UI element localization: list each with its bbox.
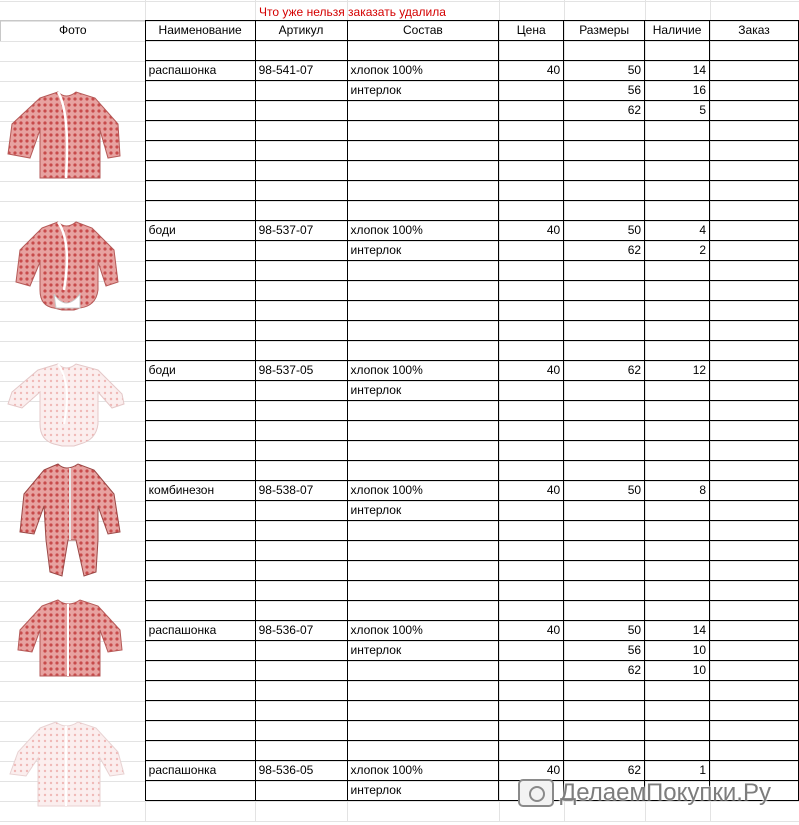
price-cell xyxy=(499,101,564,121)
column-header: Размеры xyxy=(564,21,645,41)
article-cell: 98-537-05 xyxy=(255,361,347,381)
stock-cell xyxy=(645,381,710,401)
article-cell xyxy=(255,181,347,201)
article-cell xyxy=(255,281,347,301)
column-header: Состав xyxy=(347,21,499,41)
composition-cell: хлопок 100% xyxy=(347,221,499,241)
name-cell: распашонка xyxy=(145,61,255,81)
article-cell xyxy=(255,461,347,481)
garment-photos xyxy=(0,0,145,822)
name-cell xyxy=(145,161,255,181)
price-cell xyxy=(499,541,564,561)
name-cell xyxy=(145,401,255,421)
name-cell xyxy=(145,441,255,461)
article-cell xyxy=(255,441,347,461)
name-cell xyxy=(145,141,255,161)
order-cell[interactable] xyxy=(710,361,799,381)
column-header: Наименование xyxy=(145,21,255,41)
composition-cell xyxy=(347,201,499,221)
order-cell[interactable] xyxy=(710,181,799,201)
size-cell xyxy=(564,201,645,221)
composition-cell xyxy=(347,561,499,581)
notice-banner: Что уже нельзя заказать удалила xyxy=(259,5,446,19)
size-cell: 50 xyxy=(564,481,645,501)
composition-cell xyxy=(347,581,499,601)
name-cell xyxy=(145,661,255,681)
stock-cell xyxy=(645,701,710,721)
stock-cell xyxy=(645,461,710,481)
composition-cell xyxy=(347,521,499,541)
stock-cell xyxy=(645,161,710,181)
order-cell[interactable] xyxy=(710,601,799,621)
stock-cell xyxy=(645,261,710,281)
composition-cell: хлопок 100% xyxy=(347,621,499,641)
article-cell xyxy=(255,561,347,581)
name-cell: боди xyxy=(145,221,255,241)
price-cell xyxy=(499,41,564,61)
composition-cell xyxy=(347,661,499,681)
price-cell xyxy=(499,521,564,541)
order-cell[interactable] xyxy=(710,41,799,61)
order-cell[interactable] xyxy=(710,261,799,281)
composition-cell xyxy=(347,261,499,281)
article-cell xyxy=(255,201,347,221)
article-cell xyxy=(255,581,347,601)
price-cell: 40 xyxy=(499,361,564,381)
article-cell xyxy=(255,601,347,621)
name-cell xyxy=(145,281,255,301)
composition-cell xyxy=(347,681,499,701)
composition-cell xyxy=(347,401,499,421)
size-cell xyxy=(564,501,645,521)
price-cell xyxy=(499,401,564,421)
size-cell xyxy=(564,421,645,441)
name-cell xyxy=(145,81,255,101)
article-cell xyxy=(255,81,347,101)
article-cell xyxy=(255,341,347,361)
article-cell xyxy=(255,381,347,401)
size-cell xyxy=(564,261,645,281)
size-cell xyxy=(564,321,645,341)
name-cell xyxy=(145,601,255,621)
order-cell[interactable] xyxy=(710,421,799,441)
size-cell xyxy=(564,461,645,481)
composition-cell: хлопок 100% xyxy=(347,61,499,81)
photo-column xyxy=(0,0,145,822)
composition-cell xyxy=(347,181,499,201)
composition-cell: интерлок xyxy=(347,501,499,521)
stock-cell xyxy=(645,501,710,521)
name-cell xyxy=(145,741,255,761)
order-cell[interactable] xyxy=(710,241,799,261)
column-header: Заказ xyxy=(710,21,799,41)
article-cell xyxy=(255,741,347,761)
name-cell xyxy=(145,121,255,141)
price-cell xyxy=(499,721,564,741)
composition-cell xyxy=(347,741,499,761)
size-cell: 62 xyxy=(564,661,645,681)
composition-cell xyxy=(347,441,499,461)
order-cell[interactable] xyxy=(710,641,799,661)
name-cell xyxy=(145,101,255,121)
size-cell xyxy=(564,341,645,361)
composition-cell: хлопок 100% xyxy=(347,761,499,781)
price-cell: 40 xyxy=(499,621,564,641)
composition-cell xyxy=(347,121,499,141)
name-cell xyxy=(145,381,255,401)
column-header: Артикул xyxy=(255,21,347,41)
composition-cell xyxy=(347,301,499,321)
stock-cell xyxy=(645,741,710,761)
order-cell[interactable] xyxy=(710,721,799,741)
article-cell xyxy=(255,161,347,181)
name-cell xyxy=(145,461,255,481)
garment-overall-red xyxy=(20,464,120,576)
size-cell xyxy=(564,521,645,541)
order-cell[interactable] xyxy=(710,541,799,561)
site-watermark xyxy=(518,777,771,809)
size-cell xyxy=(564,281,645,301)
article-cell xyxy=(255,141,347,161)
garment-vest-red-1 xyxy=(8,92,120,178)
name-cell xyxy=(145,681,255,701)
composition-cell xyxy=(347,41,499,61)
price-cell xyxy=(499,201,564,221)
name-cell xyxy=(145,301,255,321)
price-cell xyxy=(499,341,564,361)
composition-cell xyxy=(347,701,499,721)
name-cell xyxy=(145,721,255,741)
article-cell: 98-537-07 xyxy=(255,221,347,241)
order-cell[interactable] xyxy=(710,501,799,521)
order-cell[interactable] xyxy=(710,621,799,641)
name-cell xyxy=(145,321,255,341)
order-cell[interactable] xyxy=(710,661,799,681)
price-cell xyxy=(499,381,564,401)
stock-cell xyxy=(645,141,710,161)
article-cell xyxy=(255,661,347,681)
name-cell: распашонка xyxy=(145,761,255,781)
name-cell: распашонка xyxy=(145,621,255,641)
price-cell: 40 xyxy=(499,761,564,781)
order-cell[interactable] xyxy=(710,741,799,761)
name-cell xyxy=(145,641,255,661)
stock-cell: 10 xyxy=(645,661,710,681)
stock-cell xyxy=(645,41,710,61)
size-cell xyxy=(564,681,645,701)
stock-cell: 16 xyxy=(645,81,710,101)
price-cell xyxy=(499,661,564,681)
name-cell xyxy=(145,701,255,721)
stock-cell xyxy=(645,601,710,621)
name-cell xyxy=(145,41,255,61)
composition-cell xyxy=(347,541,499,561)
stock-cell xyxy=(645,441,710,461)
composition-cell xyxy=(347,461,499,481)
article-cell xyxy=(255,121,347,141)
size-cell xyxy=(564,181,645,201)
composition-cell xyxy=(347,341,499,361)
price-cell xyxy=(499,121,564,141)
stock-cell xyxy=(645,681,710,701)
size-cell: 50 xyxy=(564,621,645,641)
article-cell: 98-538-07 xyxy=(255,481,347,501)
article-cell xyxy=(255,101,347,121)
size-cell xyxy=(564,161,645,181)
composition-cell xyxy=(347,141,499,161)
composition-cell xyxy=(347,721,499,741)
price-cell xyxy=(499,261,564,281)
stock-cell: 4 xyxy=(645,221,710,241)
stock-cell xyxy=(645,581,710,601)
size-cell xyxy=(564,721,645,741)
article-cell xyxy=(255,261,347,281)
size-cell xyxy=(564,381,645,401)
order-cell[interactable] xyxy=(710,281,799,301)
stock-cell: 5 xyxy=(645,101,710,121)
order-cell[interactable] xyxy=(710,61,799,81)
article-cell: 98-541-07 xyxy=(255,61,347,81)
size-cell xyxy=(564,441,645,461)
price-cell xyxy=(499,681,564,701)
order-cell[interactable] xyxy=(710,461,799,481)
order-cell[interactable] xyxy=(710,381,799,401)
size-cell xyxy=(564,121,645,141)
order-cell[interactable] xyxy=(710,201,799,221)
composition-cell: интерлок xyxy=(347,641,499,661)
watermark-text: ДелаемПокупки.Ру xyxy=(560,779,771,806)
composition-cell: интерлок xyxy=(347,81,499,101)
size-cell xyxy=(564,541,645,561)
order-cell[interactable] xyxy=(710,221,799,241)
price-cell xyxy=(499,441,564,461)
order-cell[interactable] xyxy=(710,441,799,461)
stock-cell xyxy=(645,301,710,321)
order-cell[interactable] xyxy=(710,701,799,721)
composition-cell xyxy=(347,101,499,121)
price-cell xyxy=(499,641,564,661)
stock-cell xyxy=(645,401,710,421)
name-cell xyxy=(145,201,255,221)
stock-cell xyxy=(645,281,710,301)
stock-cell: 14 xyxy=(645,621,710,641)
article-cell xyxy=(255,701,347,721)
price-cell xyxy=(499,741,564,761)
name-cell xyxy=(145,261,255,281)
name-cell xyxy=(145,581,255,601)
order-cell[interactable] xyxy=(710,521,799,541)
stock-cell: 10 xyxy=(645,641,710,661)
size-cell: 62 xyxy=(564,241,645,261)
column-header: Цена xyxy=(499,21,564,41)
size-cell xyxy=(564,701,645,721)
size-cell: 62 xyxy=(564,101,645,121)
article-cell xyxy=(255,241,347,261)
name-cell xyxy=(145,241,255,261)
composition-cell: интерлок xyxy=(347,781,499,801)
composition-cell xyxy=(347,421,499,441)
name-cell xyxy=(145,341,255,361)
size-cell xyxy=(564,581,645,601)
price-cell xyxy=(499,141,564,161)
article-cell xyxy=(255,641,347,661)
price-cell xyxy=(499,281,564,301)
article-cell: 98-536-07 xyxy=(255,621,347,641)
article-cell xyxy=(255,301,347,321)
size-cell xyxy=(564,141,645,161)
size-cell: 62 xyxy=(564,761,645,781)
stock-cell: 12 xyxy=(645,361,710,381)
order-cell[interactable] xyxy=(710,561,799,581)
order-cell[interactable] xyxy=(710,341,799,361)
price-cell: 40 xyxy=(499,481,564,501)
article-cell xyxy=(255,681,347,701)
composition-cell: хлопок 100% xyxy=(347,481,499,501)
price-cell xyxy=(499,501,564,521)
price-cell xyxy=(499,421,564,441)
price-cell xyxy=(499,601,564,621)
article-cell xyxy=(255,321,347,341)
composition-cell: интерлок xyxy=(347,241,499,261)
article-cell xyxy=(255,421,347,441)
price-cell xyxy=(499,301,564,321)
stock-cell xyxy=(645,201,710,221)
name-cell xyxy=(145,781,255,801)
stock-cell xyxy=(645,121,710,141)
stock-cell xyxy=(645,521,710,541)
garment-bodysuit-light xyxy=(8,364,124,446)
column-header: Фото xyxy=(1,21,146,41)
stock-cell xyxy=(645,561,710,581)
composition-cell: хлопок 100% xyxy=(347,361,499,381)
price-cell xyxy=(499,181,564,201)
column-header: Наличие xyxy=(645,21,710,41)
name-cell xyxy=(145,541,255,561)
stock-cell: 2 xyxy=(645,241,710,261)
price-cell xyxy=(499,461,564,481)
size-cell xyxy=(564,401,645,421)
stock-cell xyxy=(645,721,710,741)
order-cell[interactable] xyxy=(710,401,799,421)
size-cell xyxy=(564,601,645,621)
order-cell[interactable] xyxy=(710,481,799,501)
price-cell: 40 xyxy=(499,221,564,241)
article-cell: 98-536-05 xyxy=(255,761,347,781)
price-cell xyxy=(499,581,564,601)
article-cell xyxy=(255,401,347,421)
size-cell: 56 xyxy=(564,81,645,101)
article-cell xyxy=(255,781,347,801)
size-cell xyxy=(564,741,645,761)
stock-cell xyxy=(645,421,710,441)
camera-icon xyxy=(518,779,554,807)
size-cell xyxy=(564,301,645,321)
size-cell xyxy=(564,561,645,581)
size-cell: 50 xyxy=(564,61,645,81)
stock-cell xyxy=(645,321,710,341)
price-cell xyxy=(499,701,564,721)
price-cell xyxy=(499,81,564,101)
garment-vest-red-2 xyxy=(18,600,122,676)
name-cell xyxy=(145,501,255,521)
garment-vest-light xyxy=(10,722,124,806)
article-cell xyxy=(255,41,347,61)
name-cell: комбинезон xyxy=(145,481,255,501)
stock-cell xyxy=(645,341,710,361)
stock-cell xyxy=(645,181,710,201)
composition-cell xyxy=(347,321,499,341)
order-cell[interactable] xyxy=(710,101,799,121)
price-cell xyxy=(499,321,564,341)
price-cell xyxy=(499,241,564,261)
order-cell[interactable] xyxy=(710,141,799,161)
order-cell[interactable] xyxy=(710,681,799,701)
order-cell[interactable] xyxy=(710,161,799,181)
stock-cell: 14 xyxy=(645,61,710,81)
order-cell[interactable] xyxy=(710,81,799,101)
article-cell xyxy=(255,521,347,541)
article-cell xyxy=(255,501,347,521)
price-cell: 40 xyxy=(499,61,564,81)
size-cell: 50 xyxy=(564,221,645,241)
name-cell xyxy=(145,181,255,201)
composition-cell xyxy=(347,601,499,621)
size-cell xyxy=(564,41,645,61)
size-cell: 56 xyxy=(564,641,645,661)
order-cell[interactable] xyxy=(710,581,799,601)
order-cell[interactable] xyxy=(710,121,799,141)
stock-cell: 8 xyxy=(645,481,710,501)
price-cell xyxy=(499,161,564,181)
article-cell xyxy=(255,721,347,741)
composition-cell xyxy=(347,281,499,301)
size-cell: 62 xyxy=(564,361,645,381)
name-cell xyxy=(145,521,255,541)
stock-cell: 1 xyxy=(645,761,710,781)
name-cell xyxy=(145,421,255,441)
order-cell[interactable] xyxy=(710,321,799,341)
composition-cell: интерлок xyxy=(347,381,499,401)
stock-cell xyxy=(645,541,710,561)
name-cell xyxy=(145,561,255,581)
order-cell[interactable] xyxy=(710,301,799,321)
composition-cell xyxy=(347,161,499,181)
name-cell: боди xyxy=(145,361,255,381)
article-cell xyxy=(255,541,347,561)
garment-bodysuit-red xyxy=(16,222,118,310)
price-cell xyxy=(499,561,564,581)
